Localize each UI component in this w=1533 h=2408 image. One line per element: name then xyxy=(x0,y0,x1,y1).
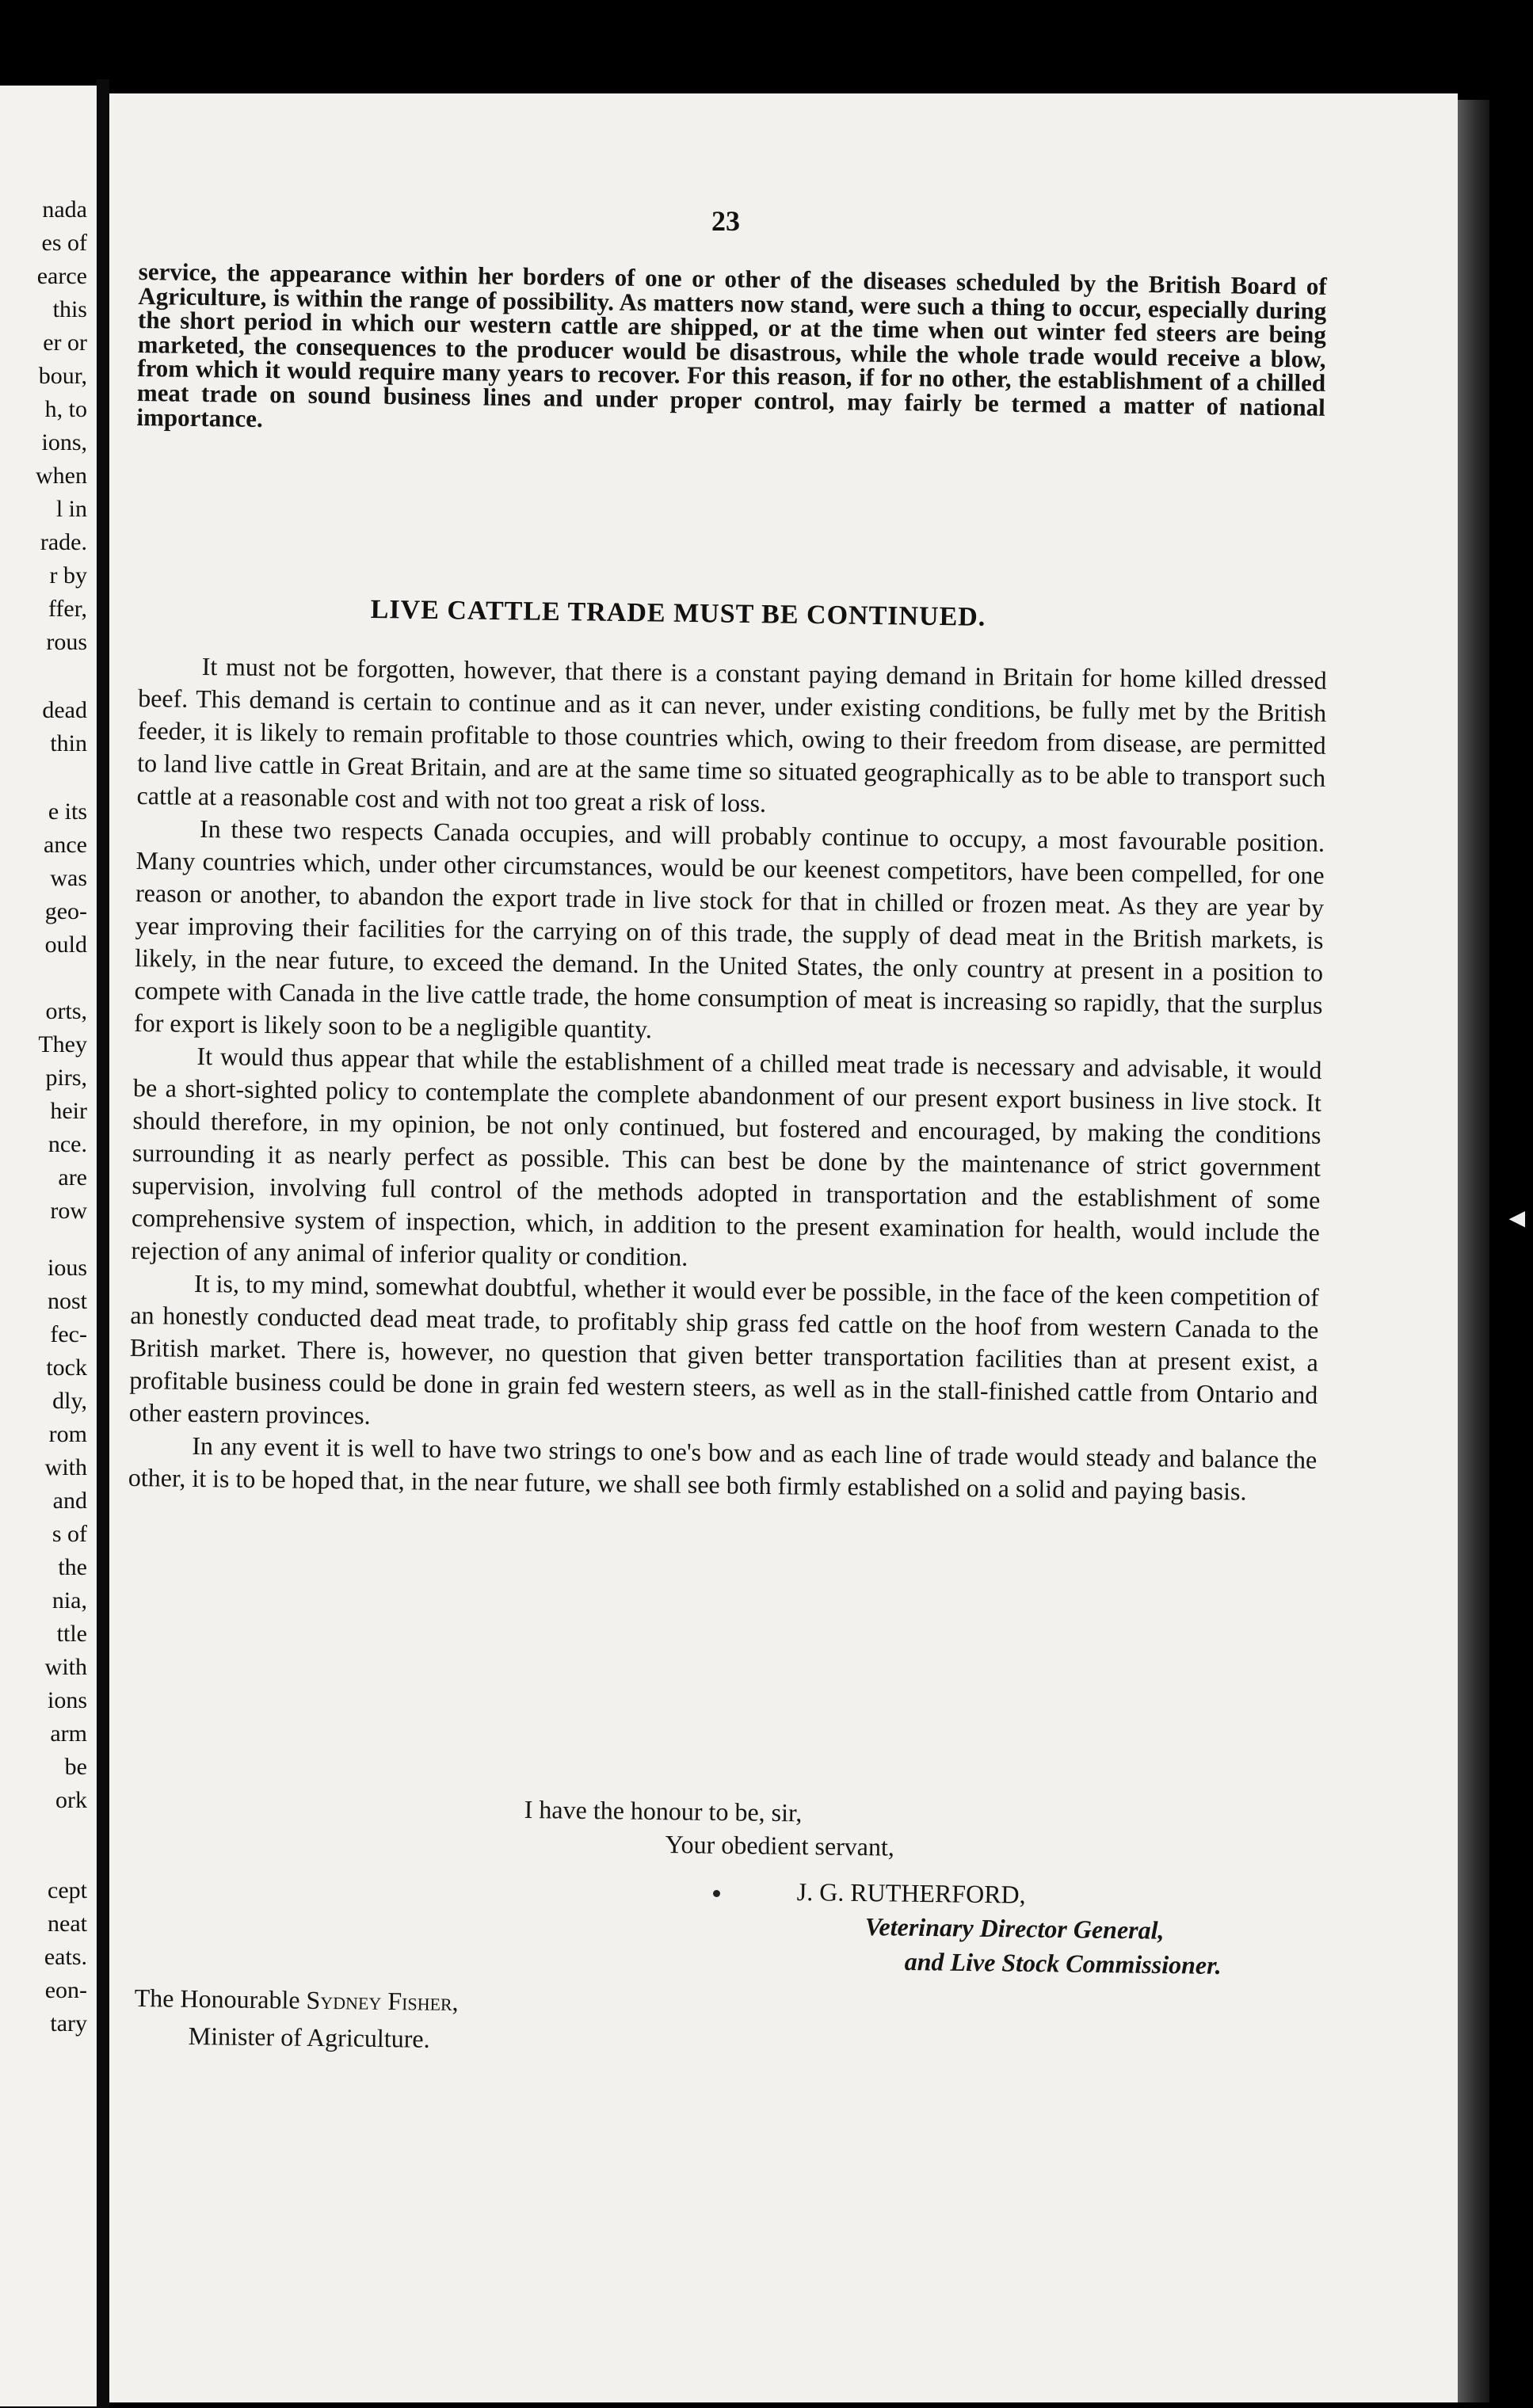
body-text xyxy=(128,650,1327,1509)
left-page-text-fragment: nia, xyxy=(51,1587,87,1614)
left-page-text-fragment: bour, xyxy=(38,363,87,389)
left-page-text-fragment: with xyxy=(44,1454,87,1480)
signatory-name: J. G. RUTHERFORD, xyxy=(796,1877,1026,1909)
left-page-text-fragment: neat xyxy=(48,1911,87,1937)
left-page-text-fragment: row xyxy=(50,1198,87,1224)
addressee-line xyxy=(135,1983,459,2017)
left-page-text-fragment: when xyxy=(36,463,87,489)
signatory-title-1: Veterinary Director General, xyxy=(864,1912,1165,1945)
left-page-text-fragment: h, to xyxy=(44,396,87,422)
left-page-text-fragment: thin xyxy=(50,730,87,756)
left-page-text-fragment: the xyxy=(58,1554,87,1580)
left-page-text-fragment: are xyxy=(58,1164,87,1191)
page-edge-shadow xyxy=(1458,100,1489,2402)
left-page-text-fragment: ions, xyxy=(41,429,87,455)
signatory-title-2: and Live Stock Commissioner. xyxy=(904,1947,1222,1980)
left-page-text-fragment: ious xyxy=(47,1255,87,1281)
closing-line-2: Your obedient servant, xyxy=(665,1830,895,1861)
paragraph-4: It would thus appear that while the establishment of a chilled meat trade is necessary and advisable, it would be a short-sighted policy to contemplate the complete abandonment of our present export business in live stock. It should therefore, in my opinion, be not only continued, but fostered and encouraged, by making the conditions surrounding it as nearly perfect as possible. This can best be done by the maintenance of strict government supervision, involving full control of the methods adopted in transportation and the establishment of some comprehensive system of inspection, which, in addition to the present examination for health, would include the rejection of any animal of inferior quality or condition. xyxy=(131,1041,1322,1271)
paragraph-6: In any event it is well to have two strings to one's bow and as each line of trade would steady and balance the other, it is to be hoped that, in the near future, we shall see both firmly established on a solid and paying basis. xyxy=(128,1431,1318,1506)
addressee-name: Sydney Fisher, xyxy=(306,1985,459,2017)
left-page-text-fragment: heir xyxy=(50,1098,87,1124)
left-page-text-fragment: tary xyxy=(50,2010,87,2037)
paragraph-3: In these two respects Canada occupies, and will probably continue to occupy, a most favourable position. Many countries which, under other circumstances, would be our keenest competitors, have been compelled, for one reason or another, to abandon the export trade in live stock for that in chilled or frozen meat. As they are year by year improving their facilities for the carrying on of this trade, the supply of dead meat in the British markets, is likely, in the near future, to exceed the demand. In the United States, the only country at present in a position to compete with Canada in the live cattle trade, the home consumption of meat is increasing so rapidly, that the surplus for export is likely soon to be a negligible quantity. xyxy=(133,813,1325,1044)
addressee-prefix: The Honourable xyxy=(134,1983,300,2014)
paragraph-1: service, the appearance within her borders of one or other of the diseases scheduled by the British Board of Agriculture, is within the range of possibility. As matters now stand, were such a thing to occur, especially during the short period in which our western cattle are shipped, or at the time when out winter fed steers are being marketed, the consequences to the producer would be disastrous, while the whole trade would receive a blow, from which it would require many years to recover. For this reason, if for no other, the establishment of a chilled meat trade on sound business lines and under proper control, may fairly be termed a matter of national importance. xyxy=(136,257,1327,432)
previous-page-fragment xyxy=(0,86,97,2406)
left-page-text-fragment: pirs, xyxy=(45,1065,87,1091)
left-page-text-fragment: dead xyxy=(42,697,87,723)
left-page-text-fragment: ions xyxy=(47,1687,87,1713)
left-page-text-fragment: rom xyxy=(48,1421,87,1447)
left-page-text-fragment: They xyxy=(38,1031,87,1057)
left-page-text-fragment: eats. xyxy=(44,1944,87,1970)
paragraph-2: It must not be forgotten, however, that there is a constant paying demand in Britain for home killed dressed beef. This demand is certain to continue and as it can never, under existing conditions, be fully met by the British feeder, it is likely to remain profitable to those countries which, owing to their freedom from disease, are permitted to land live cattle in Great Britain, and are at the same time so situated geographically as to be able to transport such cattle at a reasonable cost and with not too great a risk of loss. xyxy=(136,652,1327,817)
left-page-text-fragment: be xyxy=(64,1754,87,1780)
left-page-text-fragment: er or xyxy=(43,330,87,356)
page-gutter xyxy=(97,79,109,2408)
left-page-text-fragment: nada xyxy=(42,196,87,223)
left-page-text-fragment: es of xyxy=(41,230,87,256)
left-page-text-fragment: e its xyxy=(48,798,87,825)
left-page-text-fragment: nost xyxy=(47,1288,87,1314)
left-page-text-fragment: rade. xyxy=(40,529,87,555)
left-page-text-fragment: dly, xyxy=(52,1388,87,1414)
margin-arrow-icon: ◄ xyxy=(1504,1204,1531,1233)
left-page-text-fragment: r by xyxy=(49,562,87,589)
addressee-title: Minister of Agriculture. xyxy=(188,2021,430,2053)
section-heading: LIVE CATTLE TRADE MUST BE CONTINUED. xyxy=(370,595,986,632)
left-page-text-fragment: geo- xyxy=(44,898,87,924)
left-page-text-fragment: ffer, xyxy=(48,596,87,622)
left-page-text-fragment: l in xyxy=(55,496,87,522)
left-page-text-fragment: and xyxy=(52,1488,87,1514)
left-page-text-fragment: was xyxy=(50,865,87,891)
left-page-text-fragment: ttle xyxy=(56,1621,87,1647)
left-page-text-fragment: with xyxy=(44,1654,87,1680)
left-page-text-fragment: orts, xyxy=(45,998,87,1024)
left-page-text-fragment: tock xyxy=(46,1354,87,1381)
page-number: 23 xyxy=(711,205,740,237)
left-page-text-fragment: cept xyxy=(48,1877,87,1903)
bullet-mark xyxy=(713,1890,720,1897)
left-page-text-fragment: ork xyxy=(55,1787,87,1813)
left-page-text-fragment: s of xyxy=(51,1521,87,1547)
left-page-text-fragment: ance xyxy=(44,832,87,858)
opening-paragraph xyxy=(136,257,1327,444)
left-page-text-fragment: eon- xyxy=(44,1977,87,2003)
left-page-text-fragment: arm xyxy=(50,1720,87,1747)
left-page-text-fragment: nce. xyxy=(48,1131,87,1157)
left-page-text-fragment: earce xyxy=(36,263,87,289)
left-page-text-fragment: this xyxy=(52,296,87,322)
left-page-text-fragment: rous xyxy=(46,629,87,655)
left-page-text-fragment: fec- xyxy=(50,1321,87,1347)
paragraph-5: It is, to my mind, somewhat doubtful, whether it would ever be possible, in the face of the keen competition of an honestly conducted dead meat trade, to profitably ship grass fed cattle on the hoof from western Canada to the British market. There is, however, no question that given better transportation facilities than at present exist, a profitable business could be done in grain fed western steers, as well as in the stall-finished cattle from Ontario and other eastern provinces. xyxy=(128,1268,1320,1430)
left-page-text-fragment: ould xyxy=(44,932,87,958)
closing-line-1: I have the honour to be, sir, xyxy=(524,1795,803,1827)
